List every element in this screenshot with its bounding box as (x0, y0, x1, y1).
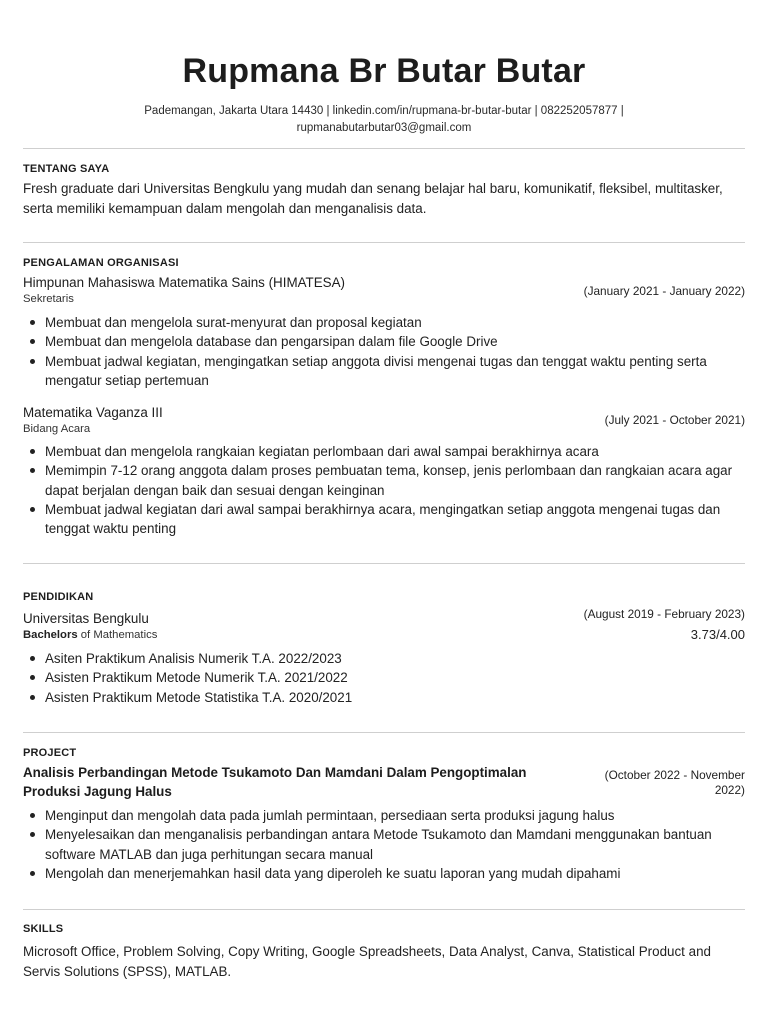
list-item: Asiten Praktikum Analisis Numerik T.A. 2022/2023 (23, 649, 745, 668)
list-item: Asisten Praktikum Metode Numerik T.A. 2021/2022 (23, 668, 745, 687)
bullet-icon (30, 832, 35, 837)
bullet-icon (30, 449, 35, 454)
org-name-1: Himpunan Mahasiswa Matematika Sains (HIMATESA) (23, 275, 345, 290)
org-role-1: Sekretaris (23, 293, 74, 305)
bullet-icon (30, 813, 35, 818)
divider (23, 732, 745, 733)
contact-line-2: rupmanabutarbutar03@gmail.com (296, 122, 472, 134)
contact-info (60, 103, 708, 137)
org-date-1: (January 2021 - January 2022) (583, 284, 745, 298)
divider (23, 242, 745, 243)
skills-text: Microsoft Office, Problem Solving, Copy Writing, Google Spreadsheets, Data Analyst, Canva, Statistical Product and Servis Solutions (SPSS), MATLAB. (23, 944, 711, 979)
list-item: Membuat dan mengelola rangkaian kegiatan perlombaan dari awal sampai berakhirnya acara (23, 442, 745, 461)
bullet-icon (30, 656, 35, 661)
education-bullets (23, 649, 745, 707)
list-item: Mengolah dan menerjemahkan hasil data yang diperoleh ke suatu laporan yang mudah dipahami (23, 864, 745, 883)
bullet-icon (30, 695, 35, 700)
bullet-icon (30, 675, 35, 680)
divider (23, 909, 745, 910)
org-bullets-1 (23, 313, 745, 390)
bullet-icon (30, 507, 35, 512)
school-name: Universitas Bengkulu (23, 611, 149, 626)
education-date: (August 2019 - February 2023) (583, 607, 745, 621)
list-item: Membuat jadwal kegiatan, mengingatkan setiap anggota divisi mengenai tugas dan tenggat waktu penting serta mengatur setiap pertemuan (23, 352, 745, 391)
org-bullets-2 (23, 442, 745, 538)
list-item: Menginput dan mengolah data pada jumlah permintaan, persediaan serta produksi jagung halus (23, 806, 745, 825)
education-degree: Bachelors of Mathematics (23, 629, 158, 641)
contact-line-1: Pademangan, Jakarta Utara 14430 | linkedin.com/in/rupmana-br-butar-butar | 082252057877 | (144, 105, 624, 117)
bullet-icon (30, 359, 35, 364)
section-title-skills: SKILLS (23, 923, 64, 935)
section-title-organizations: PENGALAMAN ORGANISASI (23, 257, 179, 269)
section-title-project: PROJECT (23, 747, 77, 759)
bullet-icon (30, 320, 35, 325)
list-item: Membuat dan mengelola database dan pengarsipan dalam file Google Drive (23, 332, 745, 351)
divider (23, 148, 745, 149)
bullet-icon (30, 468, 35, 473)
list-item: Menyelesaikan dan menganalisis perbandingan antara Metode Tsukamoto dan Mamdani menggunakan bantuan software MATLAB dan juga perhitungan secara manual (23, 825, 745, 864)
list-item: Memimpin 7-12 orang anggota dalam proses pembuatan tema, konsep, jenis perlombaan dan rangkaian acara agar dapat berjalan dengan baik dan sesuai dengan keinginan (23, 461, 745, 500)
resume-name: Rupmana Br Butar Butar (182, 52, 586, 90)
project-date: (October 2022 - November 2022) (604, 768, 745, 797)
org-name-2: Matematika Vaganza III (23, 405, 163, 420)
education-gpa: 3.73/4.00 (690, 627, 745, 642)
list-item: Membuat dan mengelola surat-menyurat dan proposal kegiatan (23, 313, 745, 332)
divider (23, 563, 745, 564)
list-item: Membuat jadwal kegiatan dari awal sampai berakhirnya acara, mengingatkan setiap anggota mengenai tugas dan tenggat waktu penting (23, 500, 745, 539)
org-role-2: Bidang Acara (23, 423, 91, 435)
section-title-about: TENTANG SAYA (23, 163, 110, 175)
list-item: Asisten Praktikum Metode Statistika T.A. 2020/2021 (23, 688, 745, 707)
section-title-education: PENDIDIKAN (23, 591, 94, 603)
project-name: Analisis Perbandingan Metode Tsukamoto Dan Mamdani Dalam Pengoptimalan Produksi Jagung Halus (23, 765, 527, 799)
bullet-icon (30, 871, 35, 876)
project-bullets (23, 806, 745, 883)
org-date-2: (July 2021 - October 2021) (604, 413, 745, 427)
about-text: Fresh graduate dari Universitas Bengkulu yang mudah dan senang belajar hal baru, komunikatif, fleksibel, multitasker, serta memiliki kemampuan dalam mengolah dan menganalisis data. (23, 181, 723, 216)
bullet-icon (30, 339, 35, 344)
